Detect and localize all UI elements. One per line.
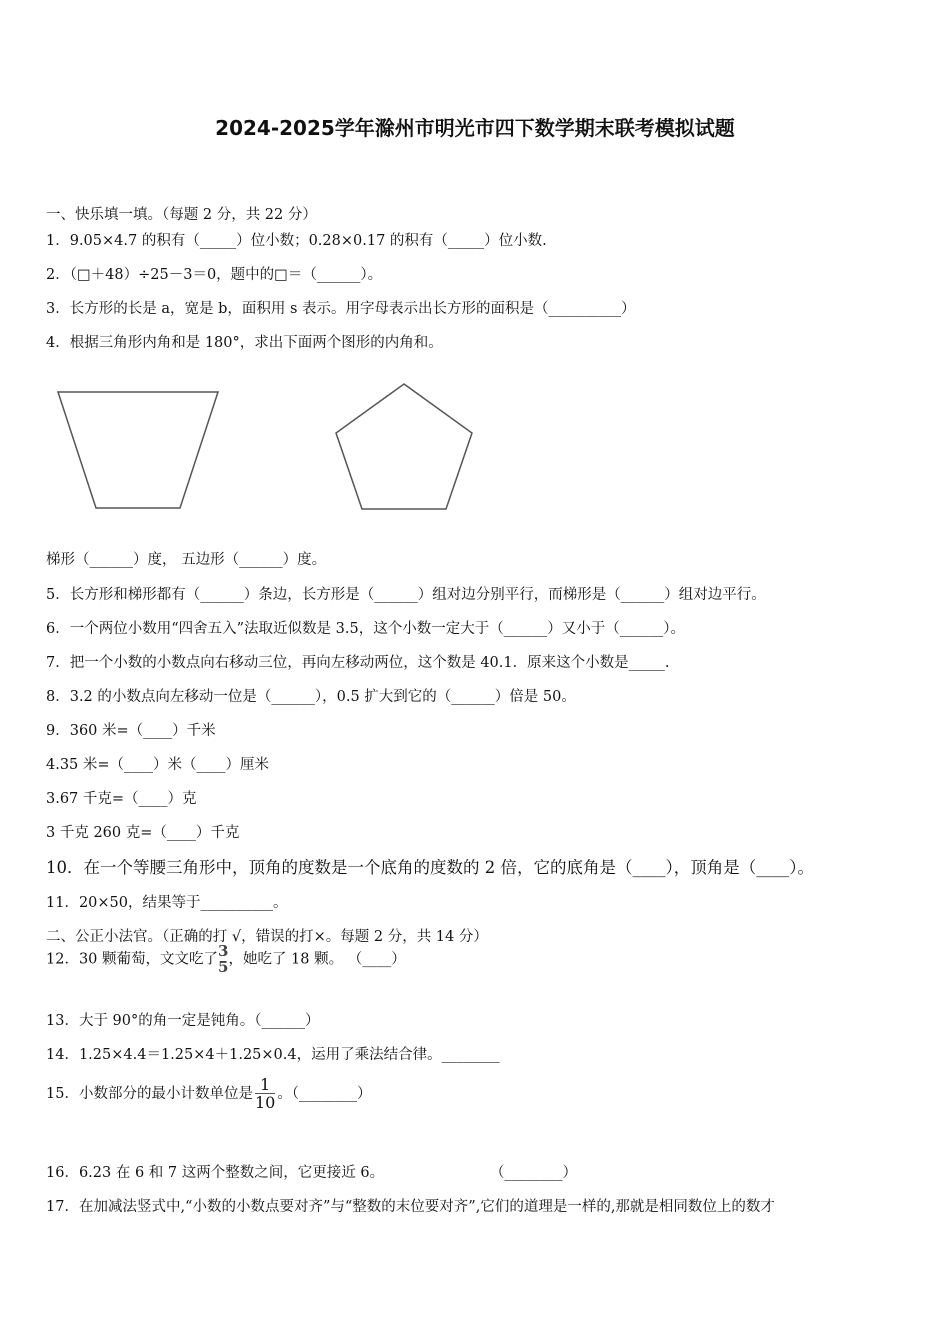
question-5: 5．长方形和梯形都有（______）条边，长方形是（______）组对边分别平行，而梯形是（______）组对边平行。 (46, 587, 766, 603)
question-11: 11．20×50，结果等于__________。 (46, 895, 288, 911)
question-10: 10．在一个等腰三角形中，顶角的度数是一个底角的度数的 2 倍，它的底角是（____），顶角是（____）。 (46, 858, 814, 877)
fraction-numerator: 1 (260, 1075, 271, 1094)
question-15-text-start: 15．小数部分的最小计数单位是 (46, 1086, 253, 1102)
question-4: 4．根据三角形内角和是 180°，求出下面两个图形的内角和。 (46, 335, 443, 351)
fraction-denominator: 5 (218, 958, 229, 976)
question-12 (46, 944, 406, 975)
question-15-text-end: 。（________） (277, 1086, 372, 1102)
fraction-denominator: 10 (254, 1093, 276, 1112)
question-12-text-start: 12．30 颗葡萄，文文吃了 (46, 951, 219, 968)
question-9-part-d: 3 千克 260 克=（____）千克 (46, 825, 240, 841)
question-8: 8．3.2 的小数点向左移动一位是（______），0.5 扩大到它的（______）倍是 50。 (46, 689, 576, 705)
question-16-answer-blank: （________） (490, 1165, 577, 1181)
question-6: 6．一个两位小数用“四舍五入”法取近似数是 3.5，这个小数一定大于（______）又小于（______）。 (46, 621, 685, 637)
question-9-part-b: 4.35 米=（____）米（____）厘米 (46, 757, 270, 773)
question-13: 13．大于 90°的角一定是钝角。（______） (46, 1013, 320, 1029)
question-17: 17．在加减法竖式中,“小数的小数点要对齐”与“整数的末位要对齐”,它们的道理是一样的,那就是相同数位上的数才 (46, 1199, 775, 1215)
trapezoid-figure (52, 388, 224, 514)
question-16: 16．6.23 在 6 和 7 这两个整数之间，它更接近 6。 (46, 1165, 385, 1181)
fraction-numerator: 3 (218, 942, 229, 960)
pentagon-figure (330, 378, 478, 514)
section-2-heading: 二、公正小法官。（正确的打 √，错误的打×。每题 2 分，共 14 分） (46, 929, 488, 945)
question-3: 3．长方形的长是 a，宽是 b，面积用 s 表示。用字母表示出长方形的面积是（__________） (46, 301, 636, 317)
question-15 (46, 1077, 372, 1111)
section-1-heading: 一、快乐填一填。（每题 2 分，共 22 分） (46, 207, 317, 223)
page-title: 2024-2025学年滁州市明光市四下数学期末联考模拟试题 (215, 116, 735, 140)
fraction-three-fifths (218, 944, 228, 975)
question-2: 2．（□＋48）÷25－3＝0，题中的□＝（______）。 (46, 267, 383, 283)
question-1: 1．9.05×4.7 的积有（_____）位小数；0.28×0.17 的积有（_____）位小数. (46, 233, 547, 249)
question-9-part-c: 3.67 千克=（____）克 (46, 791, 197, 807)
question-7: 7．把一个小数的小数点向右移动三位，再向左移动两位，这个数是 40.1．原来这个小数是_____. (46, 655, 670, 671)
fraction-one-tenth (255, 1077, 275, 1111)
question-9-part-a: 9．360 米=（____）千米 (46, 723, 216, 739)
question-4-answers: 梯形（______）度， 五边形（______）度。 (46, 552, 327, 568)
question-14: 14．1.25×4.4＝1.25×4＋1.25×0.4，运用了乘法结合律。________ (46, 1047, 500, 1063)
question-12-text-end: ，她吃了 18 颗。 （____） (228, 951, 406, 968)
